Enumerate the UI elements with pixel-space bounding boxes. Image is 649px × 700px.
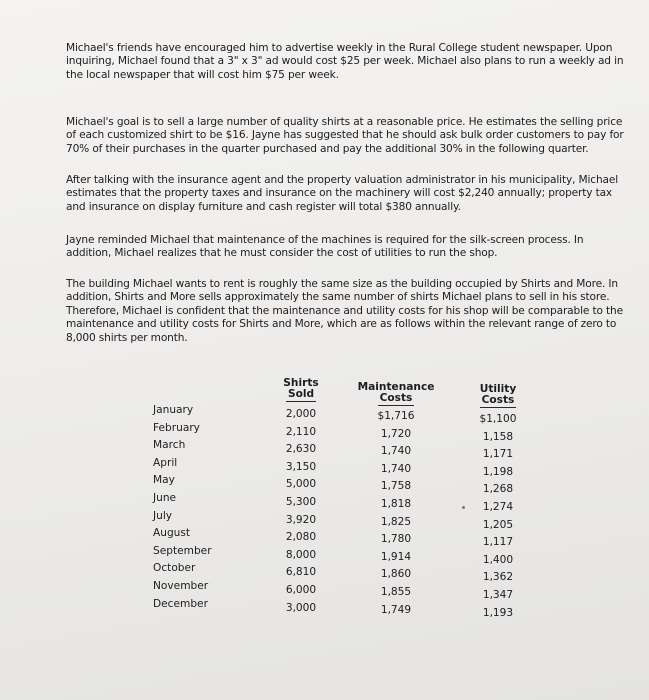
table-cell-shirts-sold: 2,080 bbox=[285, 531, 317, 544]
table-cell-shirts-sold: 2,630 bbox=[285, 443, 317, 456]
table-cell-utility-cost: 1,362 bbox=[482, 571, 514, 584]
table-cell-maintenance-cost: 1,780 bbox=[380, 533, 412, 546]
table-row-month: July bbox=[153, 509, 173, 522]
table-cell-shirts-sold: 3,000 bbox=[285, 601, 317, 614]
table-cell-shirts-sold: 2,110 bbox=[285, 425, 317, 438]
header-shirts-line2: Sold bbox=[287, 388, 315, 400]
table-cell-maintenance-cost: 1,720 bbox=[380, 427, 412, 440]
table-cell-maintenance-cost: 1,825 bbox=[380, 515, 412, 528]
paragraph-maintenance: Jayne reminded Michael that maintenance of the machines is required for the silk-screen process. In addition, Michael realizes that he must consider the cost of utilities to run the shop. bbox=[66, 234, 584, 260]
paragraph-building: The building Michael wants to rent is roughly the same size as the building occupied by Shirts and More. In addition, Shirts and More sells approximately the same number of shirts Michael plans to sell in his store. Therefore, Michael is confident that the maintenance and utility costs for his shop will be comparable to the maintenance and utility costs for Shirts and More, which are as follows within the relevant range of zero to 8,000 shirts per month. bbox=[66, 278, 623, 344]
header-maintenance-line1: Maintenance bbox=[357, 381, 435, 393]
table-cell-utility-cost: 1,198 bbox=[482, 465, 514, 478]
table-row-month: January bbox=[153, 404, 194, 416]
table-cell-shirts-sold: 2,000 bbox=[285, 408, 317, 420]
table-cell-maintenance-cost: 1,749 bbox=[380, 603, 412, 616]
table-cell-maintenance-cost: 1,860 bbox=[380, 568, 412, 581]
table-cell-maintenance-cost: 1,740 bbox=[380, 462, 412, 475]
table-row-month: February bbox=[153, 421, 200, 434]
table-cell-maintenance-cost: 1,855 bbox=[380, 586, 412, 598]
table-row-month: December bbox=[153, 597, 208, 610]
table-cell-shirts-sold: 6,810 bbox=[285, 566, 317, 579]
table-row-month: March bbox=[153, 439, 186, 452]
table-row-month: April bbox=[153, 456, 178, 469]
table-cell-maintenance-cost: 1,758 bbox=[380, 480, 412, 493]
table-cell-shirts-sold: 5,300 bbox=[285, 496, 317, 508]
table-cell-utility-cost: 1,400 bbox=[482, 553, 514, 566]
table-cell-shirts-sold: 8,000 bbox=[285, 548, 317, 561]
header-maintenance-line2: Costs bbox=[379, 392, 413, 404]
table-cell-utility-cost: $1,100 bbox=[479, 413, 517, 425]
table-row-month: September bbox=[153, 544, 212, 557]
table-cell-shirts-sold: 6,000 bbox=[285, 584, 317, 596]
paragraph-advertising: Michael's friends have encouraged him to advertise weekly in the Rural College student newspaper. Upon inquiring, Michael found that a 3" x 3" ad would cost $25 per week. Michael also plans to run a weekly ad in the local newspaper that will cost him $75 per week. bbox=[66, 42, 624, 81]
table-cell-utility-cost: 1,193 bbox=[482, 606, 514, 619]
table-cell-maintenance-cost: 1,740 bbox=[380, 445, 412, 458]
table-cell-maintenance-cost: $1,716 bbox=[377, 410, 415, 422]
table-cell-shirts-sold: 3,150 bbox=[285, 460, 317, 473]
header-utility-costs bbox=[468, 384, 528, 408]
table-cell-maintenance-cost: 1,818 bbox=[380, 498, 412, 510]
header-shirts-sold bbox=[278, 378, 324, 402]
paragraph-selling-price: Michael's goal is to sell a large number of quality shirts at a reasonable price. He estimates the selling price of each customized shirt to be $16. Jayne has suggested that he should ask bulk order customers to pay for 70% of their purchases in the quarter purchased and pay the additional 30% in the following quarter. bbox=[66, 116, 624, 155]
header-shirts-line1: Shirts bbox=[283, 377, 319, 389]
table-cell-utility-cost: 1,117 bbox=[482, 536, 514, 549]
speck-mark bbox=[462, 506, 465, 509]
table-row-month: June bbox=[153, 492, 177, 504]
table-cell-utility-cost: 1,274 bbox=[482, 501, 514, 513]
table-cell-utility-cost: 1,171 bbox=[482, 448, 514, 461]
table-row-month: August bbox=[153, 527, 191, 540]
table-cell-maintenance-cost: 1,914 bbox=[380, 550, 412, 563]
table-row-month: November bbox=[153, 580, 209, 592]
header-utility-line2: Costs bbox=[481, 394, 515, 406]
table-cell-utility-cost: 1,347 bbox=[482, 589, 514, 601]
table-cell-utility-cost: 1,205 bbox=[482, 518, 514, 531]
table-cell-shirts-sold: 3,920 bbox=[285, 513, 317, 526]
table-cell-shirts-sold: 5,000 bbox=[285, 478, 317, 491]
table-row-month: May bbox=[153, 474, 175, 487]
table-row-month: October bbox=[153, 562, 196, 575]
table-cell-utility-cost: 1,268 bbox=[482, 483, 514, 496]
header-utility-line1: Utility bbox=[479, 383, 517, 395]
header-maintenance-costs bbox=[348, 382, 444, 406]
paragraph-taxes-insurance: After talking with the insurance agent and the property valuation administrator in his municipality, Michael estimates that the property taxes and insurance on the machinery will cost $2,240 annually; property tax and insurance on display furniture and cash register will total $380 annually. bbox=[66, 174, 619, 213]
table-cell-utility-cost: 1,158 bbox=[482, 430, 514, 443]
